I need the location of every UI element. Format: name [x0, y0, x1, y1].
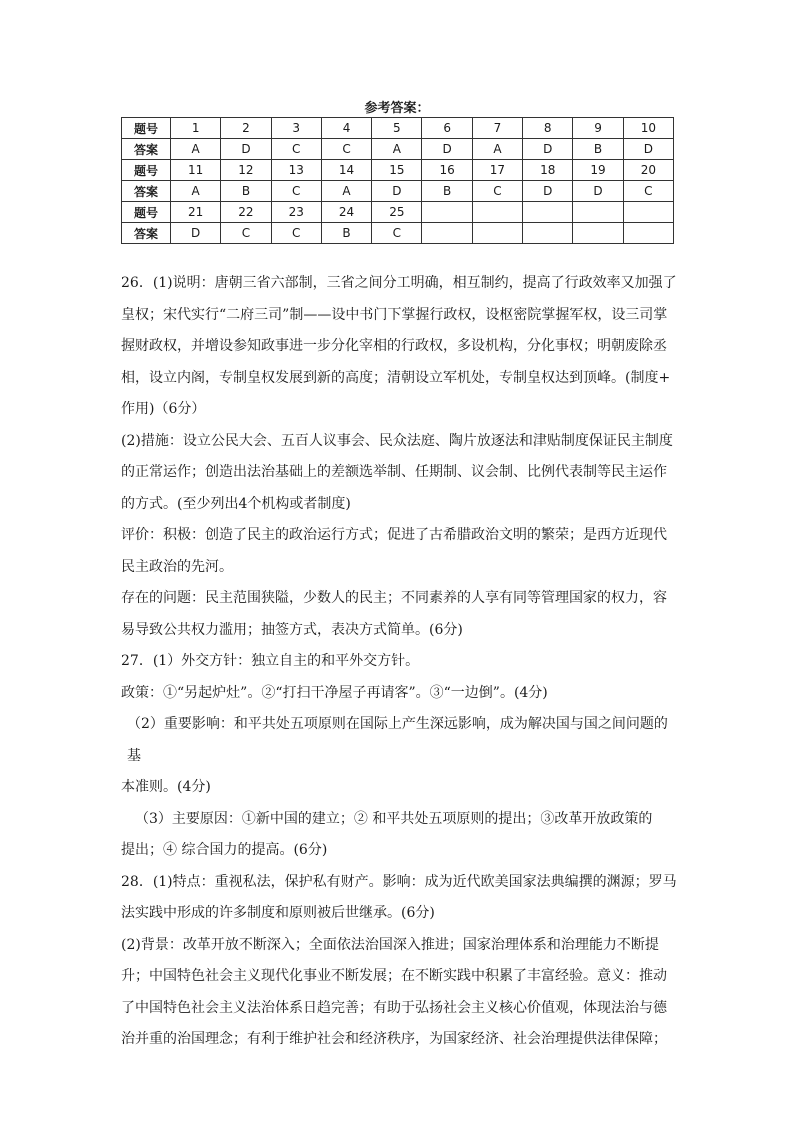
text-line: （2）重要影响：和平共处五项原则在国际上产生深远影响，成为解决国与国之间问题的基 [127, 716, 668, 764]
text-line: 升；中国特色社会主义现代化事业不断发展；在不断实践中积累了丰富经验。意义：推动 [121, 968, 667, 984]
text-line: 的方式。(至少列出4个机构或者制度) [121, 495, 351, 512]
text-line: 治并重的治国理念；有利于维护社会和经济秩序，为国家经济、社会治理提供法律保障； [121, 1031, 667, 1047]
table-cell: 3 [271, 118, 321, 139]
text-line: 评价：积极：创造了民主的政治运行方式；促进了古希腊政治文明的繁荣；是西方近现代 [121, 527, 667, 543]
row-label: 题号 [122, 202, 171, 223]
text-line: 提出；④ 综合国力的提高。(6分) [121, 842, 328, 858]
table-cell: 21 [171, 202, 221, 223]
table-cell: C [372, 223, 422, 244]
table-cell: C [221, 223, 271, 244]
text-line: 存在的问题：民主范围狭隘，少数人的民主；不同素养的人享有同等管理国家的权力，容 [121, 590, 667, 606]
table-row [122, 118, 674, 139]
table-cell: 22 [221, 202, 271, 223]
table-row [122, 160, 674, 181]
row-label: 答案 [122, 181, 171, 202]
table-cell: 23 [271, 202, 321, 223]
table-row [122, 181, 674, 202]
table-cell: D [573, 181, 623, 202]
text-line: 28．(1)特点：重视私法，保护私有财产。影响：成为近代欧美国家法典编撰的渊源；罗马 [121, 873, 677, 890]
table-cell: C [472, 181, 522, 202]
table-cell: D [422, 139, 472, 160]
text-line: 相，设立内阁，专制皇权发展到新的高度；清朝设立军机处，专制皇权达到顶峰。(制度+ [121, 369, 671, 386]
text-line: 民主政治的先河。 [121, 558, 233, 575]
answer-explanations [121, 268, 677, 1056]
table-cell [573, 223, 623, 244]
table-cell: B [422, 181, 472, 202]
table-cell: D [623, 139, 673, 160]
table-cell: C [623, 181, 673, 202]
table-cell: C [271, 181, 321, 202]
table-cell: 20 [623, 160, 673, 181]
text-line: 作用)（6分） [121, 401, 206, 417]
text-line: 本准则。(4分) [121, 779, 211, 795]
table-cell: 4 [321, 118, 371, 139]
text-line: 法实践中形成的许多制度和原则被后世继承。(6分) [121, 905, 435, 921]
row-label: 答案 [122, 223, 171, 244]
table-cell: 5 [372, 118, 422, 139]
row-label: 答案 [122, 139, 171, 160]
table-cell [573, 202, 623, 223]
table-cell: D [221, 139, 271, 160]
table-cell: 17 [472, 160, 522, 181]
table-cell: 18 [523, 160, 573, 181]
table-cell [422, 202, 472, 223]
table-cell: 14 [321, 160, 371, 181]
table-cell: B [221, 181, 271, 202]
table-cell: 9 [573, 118, 623, 139]
answer-key-title: 参考答案： [364, 101, 430, 116]
table-cell: A [321, 181, 371, 202]
table-cell [523, 202, 573, 223]
table-cell: A [472, 139, 522, 160]
table-cell [472, 202, 522, 223]
table-cell: 13 [271, 160, 321, 181]
table-cell: 16 [422, 160, 472, 181]
table-cell [523, 223, 573, 244]
table-cell: 15 [372, 160, 422, 181]
table-cell: 25 [372, 202, 422, 223]
table-cell: 1 [171, 118, 221, 139]
table-cell: 2 [221, 118, 271, 139]
table-cell: 11 [171, 160, 221, 181]
text-line: 握财政权，并增设参知政事进一步分化宰相的行政权，多设机构，分化事权；明朝废除丞 [121, 338, 667, 354]
table-cell: D [523, 181, 573, 202]
text-line: 易导致公共权力滥用；抽签方式，表决方式简单。(6分) [121, 621, 463, 638]
table-cell: 10 [623, 118, 673, 139]
table-cell: D [372, 181, 422, 202]
table-cell [422, 223, 472, 244]
table-cell: A [171, 139, 221, 160]
table-row [122, 202, 674, 223]
table-cell: 24 [321, 202, 371, 223]
table-cell: 7 [472, 118, 522, 139]
text-line: 皇权；宋代实行“二府三司”制——设中书门下掌握行政权，设枢密院掌握军权，设三司掌 [121, 306, 668, 323]
table-cell: 19 [573, 160, 623, 181]
text-line: (2)措施：设立公民大会、五百人议事会、民众法庭、陶片放逐法和津贴制度保证民主制度 [121, 432, 673, 449]
table-cell: A [171, 181, 221, 202]
table-cell [472, 223, 522, 244]
table-cell: B [573, 139, 623, 160]
text-line: 的正常运作；创造出法治基础上的差额选举制、任期制、议会制、比例代表制等民主运作 [121, 464, 667, 480]
table-row [122, 223, 674, 244]
row-label: 题号 [122, 118, 171, 139]
table-cell: 8 [523, 118, 573, 139]
table-cell: C [271, 139, 321, 160]
table-row [122, 139, 674, 160]
table-cell [623, 202, 673, 223]
row-label: 题号 [122, 160, 171, 181]
table-cell: B [321, 223, 371, 244]
table-cell: 12 [221, 160, 271, 181]
text-line: 了中国特色社会主义法治体系日趋完善；有助于弘扬社会主义核心价值观，体现法治与德 [121, 999, 667, 1016]
table-cell: 6 [422, 118, 472, 139]
text-line: 政策：①“另起炉灶”。②“打扫干净屋子再请客”。③“一边倒”。(4分) [121, 684, 548, 701]
text-line: 26．(1)说明：唐朝三省六部制，三省之间分工明确，相互制约，提高了行政效率又加强了 [121, 275, 677, 291]
text-line: （3）主要原因：①新中国的建立；② 和平共处五项原则的提出；③改革开放政策的 [135, 810, 653, 827]
table-cell: D [171, 223, 221, 244]
text-line: 27．(1）外交方针：独立自主的和平外交方针。 [121, 653, 420, 669]
table-cell: A [372, 139, 422, 160]
answer-table [121, 117, 674, 244]
table-cell: C [321, 139, 371, 160]
table-cell: D [523, 139, 573, 160]
table-cell [623, 223, 673, 244]
table-cell: C [271, 223, 321, 244]
text-line: (2)背景：改革开放不断深入；全面依法治国深入推进；国家治理体系和治理能力不断提 [121, 936, 659, 953]
